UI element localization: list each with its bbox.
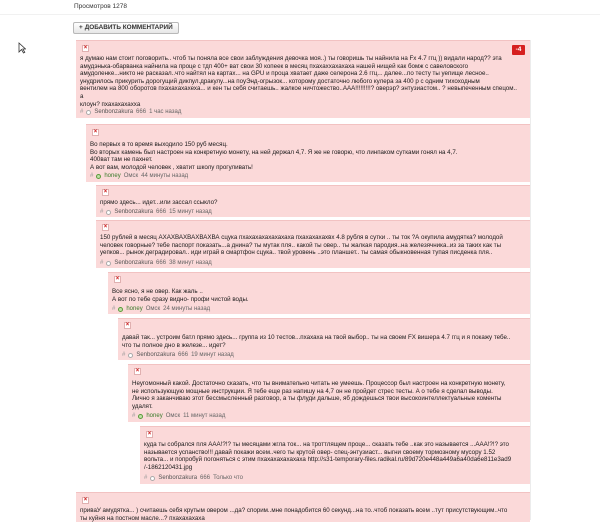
mouse-cursor-icon [18,42,26,54]
comment-meta [90,173,188,179]
comment-time: 44 минуты назад [141,173,189,179]
comment [76,40,530,118]
permalink[interactable]: # [144,475,148,481]
permalink[interactable]: # [112,306,116,312]
close-icon[interactable]: × [115,276,120,282]
permalink[interactable]: # [90,173,94,179]
author-number: 666 [178,352,189,358]
comment-time: 24 минуты назад [163,306,211,312]
close-icon[interactable]: × [83,45,88,51]
close-icon[interactable]: × [103,224,108,230]
comment-text: давай так... устроим батл прямо здесь... группа из 10 тестов...пхахаха на твой выбор.. ты на своем FX вишера 4.7 ггц и я покажу тебе.. что ты полное дно в железе... идет? [122,334,511,349]
comment [96,220,530,268]
comment-meta [100,260,212,266]
comment-time: 11 минут назад [183,413,226,419]
views-counter: Просмотров 1278 [74,3,128,10]
comment-meta [132,413,225,419]
rating-badge: -4 [512,45,525,55]
top-divider [0,14,600,15]
permalink[interactable]: # [100,260,104,266]
comment [140,426,530,484]
permalink[interactable]: # [80,109,84,115]
permalink[interactable]: # [132,413,136,419]
plus-icon: + [79,24,83,31]
comment-text: 150 рублей в месяц АХАХВАХВАХВАХВА сцука пхахахахахахахаха пхахахахахвх 4.8 рубля в сутки .. ты ток ?А окупила амудятка? молодой человек говорные? тебе паспорт показать...а днина? ты мутак пля.. какой ты овер.. ты жалкая пародия..на железячника..из за таких как ты уепков... рынок деградировал.. иди играй в смартфон сцука.. твой уровень ..это планшет.. ты самая обыкновенная тупая писденка пля.. [100,234,503,257]
comment [76,492,530,522]
user-icon [86,110,91,115]
comment-author[interactable]: Senbonzakura [114,209,154,215]
comment-meta [100,209,212,215]
close-icon[interactable]: × [147,431,152,437]
add-comment-button[interactable] [73,22,179,34]
add-comment-label: ДОБАВИТЬ КОММЕНТАРИЙ [84,24,173,31]
user-icon [118,307,123,312]
comment-text: прямо здесь... идет...или зассал ссыкло? [100,199,218,206]
close-icon[interactable]: × [93,129,98,135]
comment-author[interactable]: Senbonzakura [158,475,198,481]
comment-meta [80,109,181,115]
comment-meta [122,352,234,358]
comment [108,272,530,314]
comment-time: Только что [213,475,243,481]
comment [96,185,530,217]
content-right-border [530,40,531,520]
comment-time: 15 минут назад [169,209,212,215]
comment-text: приваУ амудятка... ) считаешь себя крутым овером ...да? спорим..мне понадобится 60 секунд...на то..чтоб показать всем ..тут присутствующим..что ты куйня на постном масле...? пхахахахаха [80,507,508,522]
permalink[interactable]: # [100,209,104,215]
author-city: Омск [123,173,139,179]
comment-meta [112,306,210,312]
author-number: 666 [200,475,211,481]
comment [86,124,530,182]
comment-time: 38 минут назад [169,260,212,266]
comment [118,318,530,360]
comment-time: 19 минут назад [191,352,234,358]
close-icon[interactable]: × [135,368,140,374]
comment-text: Неугомонный какой. Достаточно сказать, что ты внимательно читать не умеешь. Процессор был настроен на конкретную монету, не использующую мощные инструкции. Я тебе еще раз напишу на 4,7 он не пройдет стрес тесты. А о тебе я сделал выводы. Лично я заканчиваю этот бессмысленный разговор, а ты флуди дальше, яб дождешься твои высокоинтеллектуальные коменты удалят. [132,380,506,410]
comment-time: 1 час назад [149,109,182,115]
comment-author[interactable]: honey [126,306,143,312]
author-number: 666 [156,260,167,266]
close-icon[interactable]: × [125,322,130,328]
comment-text: Все ясно, я не овер. Как жаль .. А вот по тебе сразу видно- профи чистой воды. [112,288,249,303]
comment-text: я думаю нам стоит поговорить.. чтоб ты поняла все свои заблуждения девочка моя..) ты говоришь ты найнила на Fx 4.7 ггц )) видали народ?? эта амудэнька-обарванка найнила на проце с тдп 400+ ват свои 30 копеек в месяц пхахаххахахаха нашей нищей как бомж с савеловского амудоленке...никто не расказал..что найтял на картах... на GPU и проца хватает даже селерона 2.6 ггц... далее...по тесту ты уепище лесное.. унудрилось прикурить дорогущий дикпул.дракулу...на поуЭнд-огрызок... которому достаточно любого кулера за 400 р с одним тихоходным вентилем на 800 оборотов пхахахахахеха... и кен ты себя считаешь.. жалкое ничтожество..ААА!!!!!!!!!? оверэр? энтузиастом.. ? невыпеченным спецом.. а клоун? пхахахахахха [80,55,517,108]
close-icon[interactable]: × [103,189,108,195]
comment-author[interactable]: Senbonzakura [114,260,154,266]
comment-author[interactable]: honey [146,413,163,419]
comment [128,364,530,422]
permalink[interactable]: # [122,352,126,358]
comment-text: Во первых в то время выходило 150 руб месяц. Во вторых камень был настроен на конкретную монету, на ней держал 4,7. Я же не говорю, что линпаком сутками гонял на 4,7. 400ват там не пахнет. А вот вам, молодой человек , хватит школу прогуливать! [90,141,458,171]
comment-author[interactable]: honey [104,173,121,179]
author-city: Омск [165,413,181,419]
user-icon [106,210,111,215]
user-icon [150,476,155,481]
author-number: 666 [136,109,147,115]
close-icon[interactable]: × [83,497,88,503]
user-icon [96,174,101,179]
author-number: 666 [156,209,167,215]
comment-text: куда ты собрался пля ААА!?!? ты месяцами жгла ток... на троттлящем проце... сказать тебе ..как это называется ...ААА!?!? это называется успанство!!! давай покажи всем..чего ты крутой овер- спец-энтузиаст... выгни своему тормозному мусору 1.52 вольта... и попробуй погоняться с этим пхахахахахахаха http://s31-temporary-files.radikal.ru/89d720e448a449a6a40da6e811e3ad9 /-1862120431.jpg [144,441,512,471]
author-city: Омск [145,306,161,312]
user-icon [106,261,111,266]
user-icon [138,414,143,419]
comment-author[interactable]: Senbonzakura [94,109,134,115]
user-icon [128,353,133,358]
comment-meta [144,475,243,481]
comment-author[interactable]: Senbonzakura [136,352,176,358]
